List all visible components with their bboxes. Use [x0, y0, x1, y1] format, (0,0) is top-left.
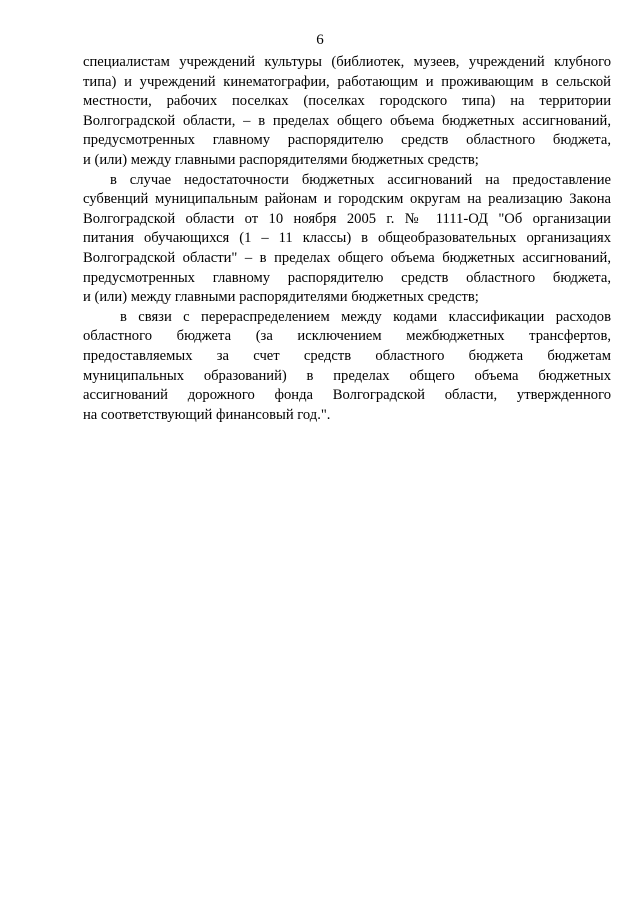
text-line: ассигнований дорожного фонда Волгоградской области, утвержденного — [83, 387, 611, 404]
text-line: питания обучающихся (1 – 11 классы) в общеобразовательных организациях — [83, 230, 611, 247]
paragraph-cultural-specialists — [83, 53, 611, 171]
text-line: специалистам учреждений культуры (библиотек, музеев, учреждений клубного — [83, 54, 611, 70]
text-line: местности, рабочих поселках (поселках городского типа) на территории — [83, 93, 611, 110]
text-line: типа) и учреждений кинематографии, работающим и проживающим в сельской — [83, 73, 611, 90]
text-line: и (или) между главными распорядителями бюджетных средств; — [83, 289, 479, 306]
text-line: Волгоградской области" – в пределах общего объема бюджетных ассигнований, — [83, 249, 611, 266]
document-body — [83, 53, 611, 425]
text-line: предусмотренных главному распорядителю средств областного бюджета, — [83, 269, 611, 286]
text-line: и (или) между главными распорядителями бюджетных средств; — [83, 151, 479, 168]
page-number: 6 — [316, 32, 324, 48]
text-line: предоставляемых за счет средств областного бюджета бюджетам — [83, 347, 611, 364]
text-line: Волгоградской области от 10 ноября 2005 г. № 1111-ОД "Об организации — [83, 210, 611, 227]
text-line: Волгоградской области, – в пределах общего объема бюджетных ассигнований, — [83, 112, 611, 129]
text-line: муниципальных образований) в пределах общего объема бюджетных — [83, 367, 611, 384]
text-line: областного бюджета (за исключением межбюджетных трансфертов, — [83, 328, 611, 345]
text-line: субвенций муниципальным районам и городским округам на реализацию Закона — [83, 191, 611, 208]
paragraph-road-fund-redistribution — [83, 308, 611, 426]
text-line: в случае недостаточности бюджетных ассигнований на предоставление — [110, 171, 611, 188]
text-line: на соответствующий финансовый год.". — [83, 406, 331, 423]
paragraph-subventions-nutrition — [83, 171, 611, 308]
text-line: предусмотренных главному распорядителю средств областного бюджета, — [83, 132, 611, 149]
text-line: в связи с перераспределением между кодами классификации расходов — [120, 308, 611, 325]
